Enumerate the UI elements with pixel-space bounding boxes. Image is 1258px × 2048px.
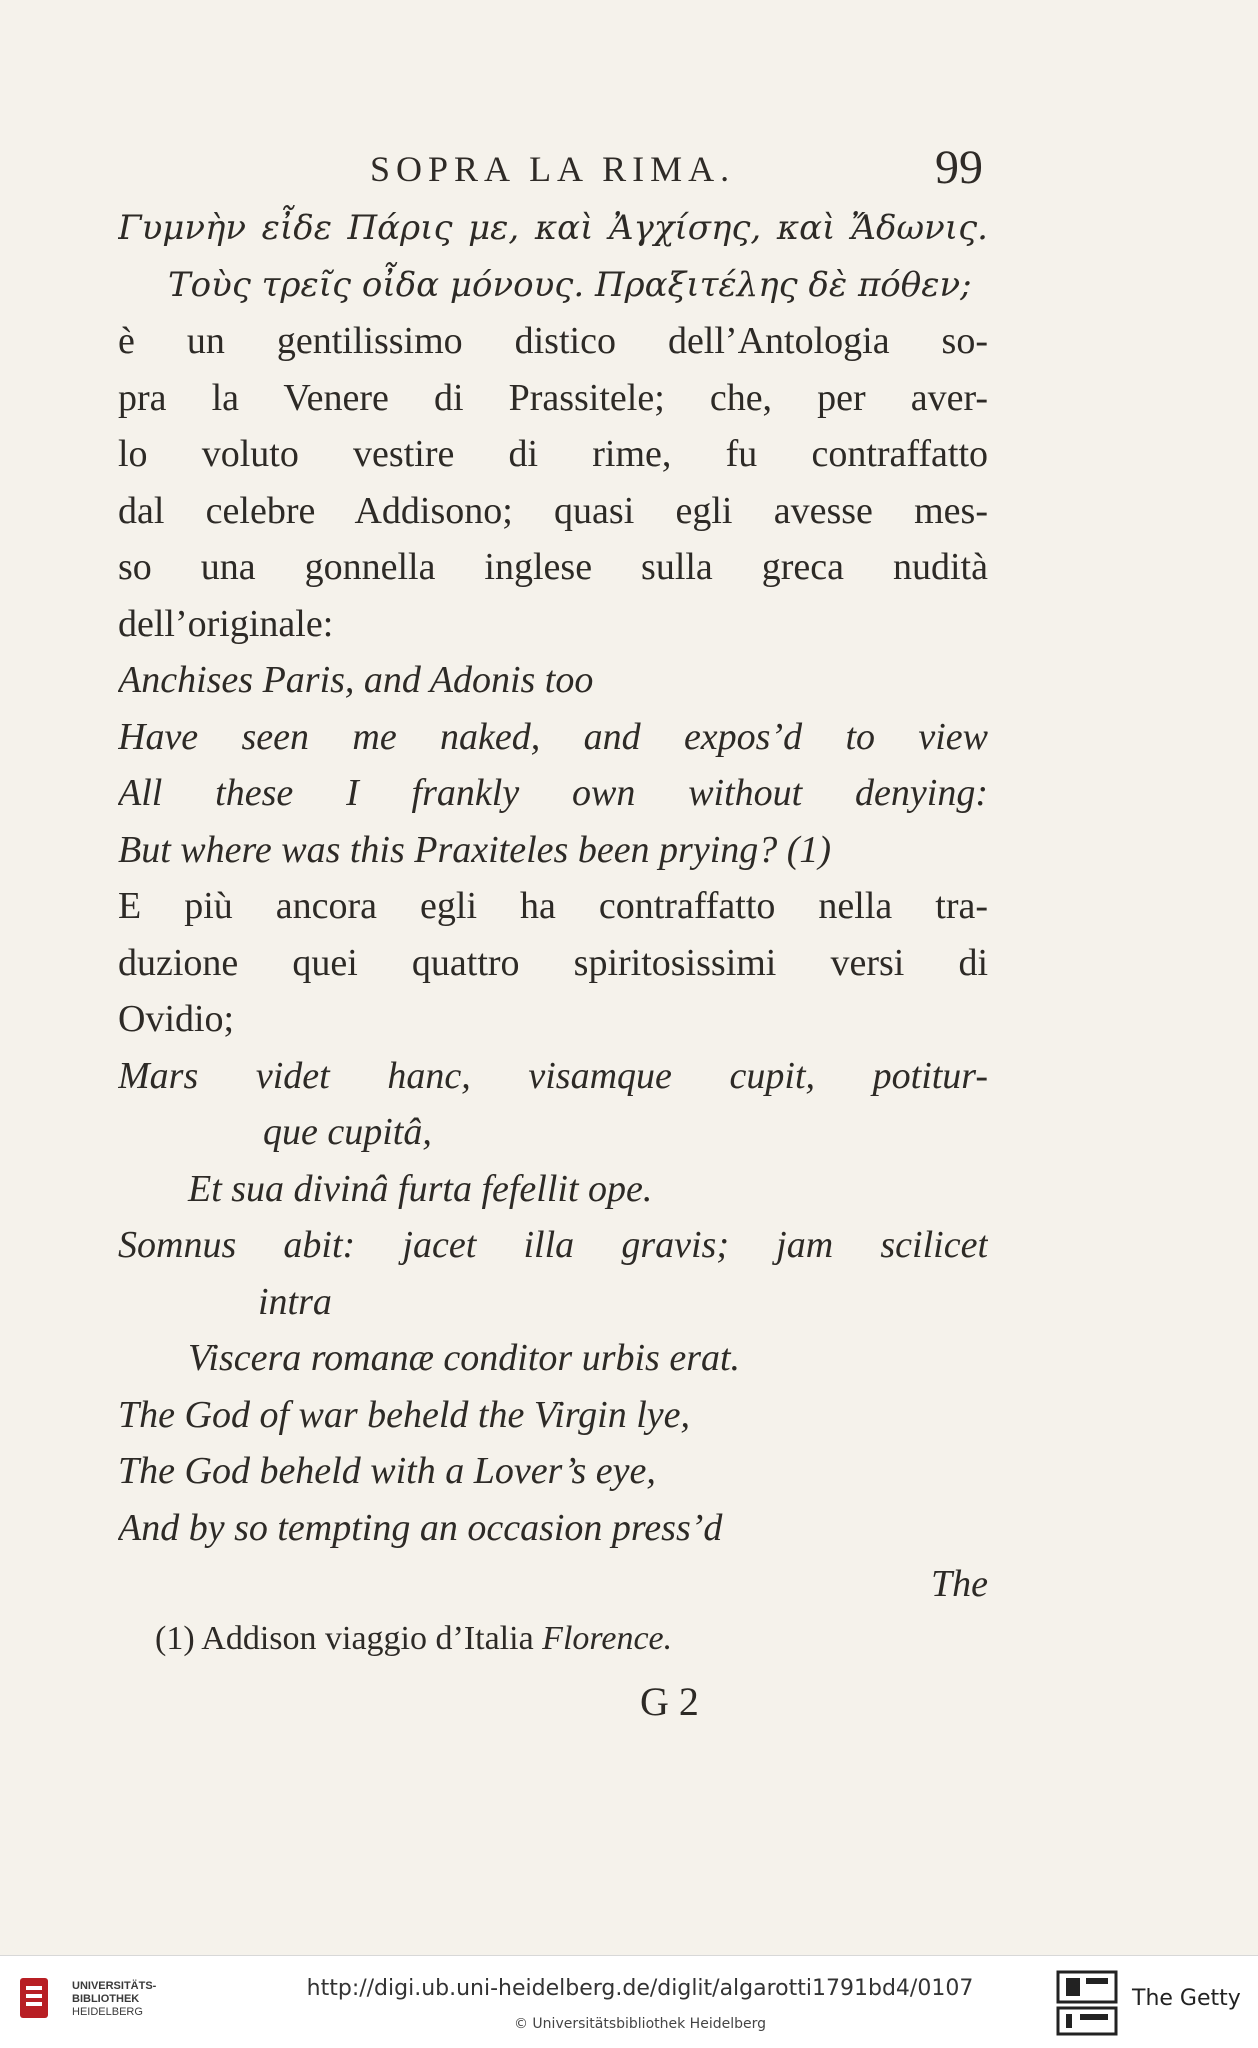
source-url[interactable]: http://digi.ub.uni-heidelberg.de/diglit/algarotti1791bd4/0107 <box>306 1976 974 2001</box>
verse-line: intra <box>258 1280 332 1323</box>
verse-line: All these I frankly own without denying: <box>118 772 988 814</box>
greek-line-2: Τοὺς τρεῖς οἶδα μόνους. Πραξιτέλης δὲ πόθεν; <box>168 264 972 305</box>
text-line: so una gonnella inglese sulla greca nudità <box>118 546 988 588</box>
page-number: 99 <box>935 141 983 194</box>
page-header <box>370 140 990 200</box>
verse-line: And by so tempting an occasion press’d <box>118 1506 723 1549</box>
catchword: The <box>931 1563 988 1605</box>
footnote-text: Addison viaggio d’Italia <box>201 1620 534 1657</box>
greek-line-1: Γυμνὴν εἶδε Πάρις με, καὶ Ἀγχίσης, καὶ Ἄδωνις. <box>118 208 988 248</box>
verse-line: Mars videt hanc, visamque cupit, potitur- <box>118 1054 988 1097</box>
university-logo[interactable] <box>14 1976 184 2028</box>
body-text <box>118 200 988 1613</box>
verse-line: Et sua divinâ furta fefellit ope. <box>188 1167 653 1210</box>
verse-line: que cupitâ, <box>263 1111 432 1153</box>
verse-line: The God of war beheld the Virgin lye, <box>118 1393 691 1436</box>
copyright-notice: © Universitätsbibliothek Heidelberg <box>513 2016 766 2032</box>
verse-line: Viscera romanæ conditor urbis erat. <box>188 1337 741 1379</box>
verse-line: The God beheld with a Lover’s eye, <box>118 1450 656 1492</box>
verse-line: Somnus abit: jacet illa gravis; jam scilicet <box>118 1224 988 1266</box>
running-title: SOPRA LA RIMA. <box>370 149 736 189</box>
verse-line: Anchises Paris, and Adonis too <box>118 659 594 701</box>
text-line: E più ancora egli ha contraffatto nella tra- <box>118 885 988 927</box>
text-line: pra la Venere di Prassitele; che, per aver- <box>118 376 988 419</box>
seal-icon <box>14 1976 54 2028</box>
footnote-marker: (1) <box>155 1620 195 1657</box>
getty-name: The Getty <box>1132 1986 1241 2011</box>
verse-line: Have seen me naked, and expos’d to view <box>118 715 988 758</box>
text-line: Ovidio; <box>118 998 235 1040</box>
signature-mark: G 2 <box>640 1679 699 1724</box>
text-line: duzione quei quattro spiritosissimi versi di <box>118 941 988 984</box>
text-line: lo voluto vestire di rime, fu contraffatto <box>118 433 988 475</box>
university-name: UNIVERSITÄTS- BIBLIOTHEK HEIDELBERG <box>72 1980 157 2018</box>
text-line: dal celebre Addisono; quasi egli avesse mes- <box>118 489 988 532</box>
text-line: è un gentilissimo distico dell’Antologia so- <box>118 320 988 362</box>
footer-bar <box>0 1955 1258 2048</box>
text-line: dell’originale: <box>118 602 334 645</box>
verse-line: But where was this Praxiteles been prying? (1) <box>118 828 832 871</box>
footnote <box>155 1620 915 1658</box>
getty-logo-icon[interactable] <box>1056 1970 1118 2036</box>
footnote-italic: Florence. <box>542 1620 673 1657</box>
